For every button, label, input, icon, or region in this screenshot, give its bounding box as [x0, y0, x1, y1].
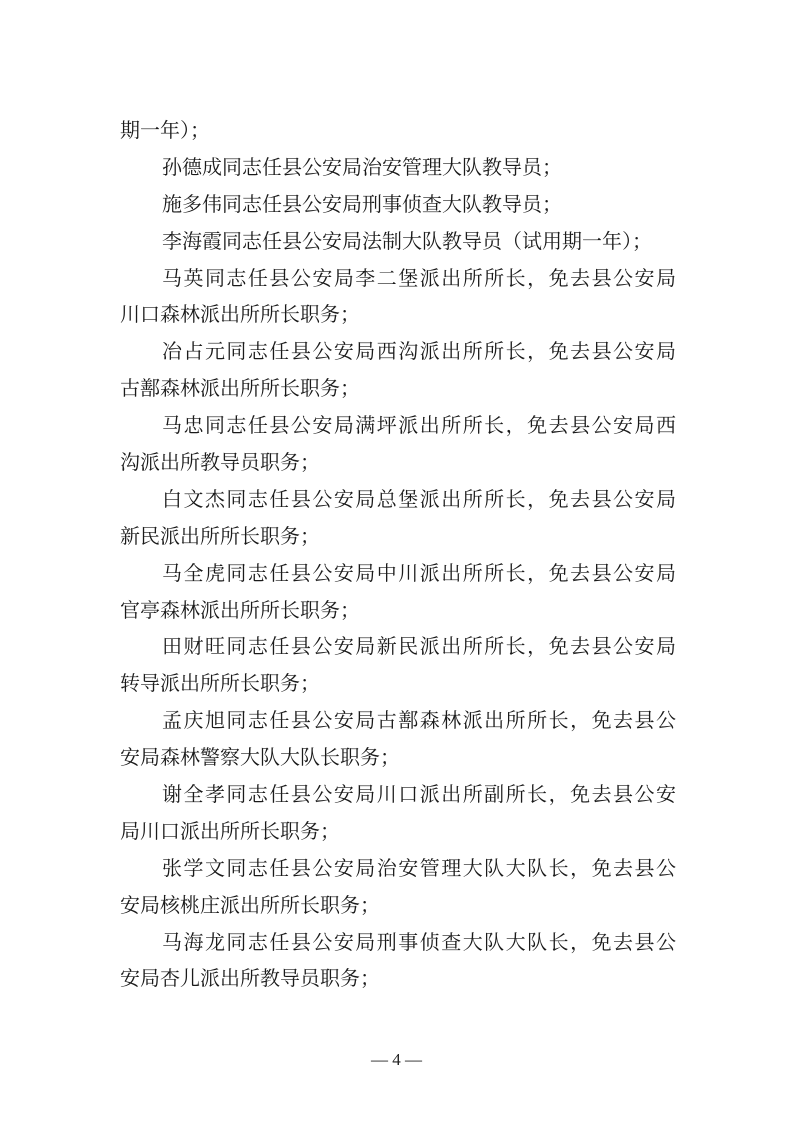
text-line: 官亭森林派出所所长职务； — [120, 597, 360, 622]
document-body — [120, 112, 676, 997]
text-line: 局川口派出所所长职务； — [120, 818, 340, 843]
text-line: 白文杰同志任县公安局总堡派出所所长，免去县公安局 — [162, 486, 676, 511]
text-line: 冶占元同志任县公安局西沟派出所所长，免去县公安局 — [162, 339, 676, 364]
text-line: 马海龙同志任县公安局刑事侦查大队大队长，免去县公 — [162, 929, 676, 954]
text-line: 张学文同志任县公安局治安管理大队大队长，免去县公 — [162, 855, 676, 880]
text-line: 安局森林警察大队大队长职务； — [120, 745, 400, 770]
text-line: 期一年）； — [120, 118, 210, 142]
text-line: 沟派出所教导员职务； — [120, 450, 320, 475]
page-number: — 4 — — [371, 1050, 422, 1069]
text-line: 转导派出所所长职务； — [120, 671, 320, 696]
text-line: 马全虎同志任县公安局中川派出所所长，免去县公安局 — [162, 560, 676, 585]
text-line: 李海霞同志任县公安局法制大队教导员（试用期一年）； — [162, 228, 652, 253]
text-line: 施多伟同志任县公安局刑事侦查大队教导员； — [162, 191, 562, 216]
text-line: 川口森林派出所所长职务； — [120, 302, 360, 327]
text-line: 孟庆旭同志任县公安局古鄯森林派出所所长，免去县公 — [162, 708, 676, 733]
text-line: 马忠同志任县公安局满坪派出所所长，免去县公安局西 — [162, 413, 676, 438]
text-line: 安局核桃庄派出所所长职务； — [120, 892, 380, 917]
text-line: 田财旺同志任县公安局新民派出所所长，免去县公安局 — [162, 634, 676, 659]
text-line: 新民派出所所长职务； — [120, 523, 320, 548]
text-line: 谢全孝同志任县公安局川口派出所副所长，免去县公安 — [162, 782, 676, 807]
text-line: 安局杏儿派出所教导员职务； — [120, 966, 380, 991]
text-line: 马英同志任县公安局李二堡派出所所长，免去县公安局 — [162, 265, 676, 290]
text-line: 孙德成同志任县公安局治安管理大队教导员； — [162, 154, 562, 179]
text-line: 古鄯森林派出所所长职务； — [120, 376, 360, 401]
